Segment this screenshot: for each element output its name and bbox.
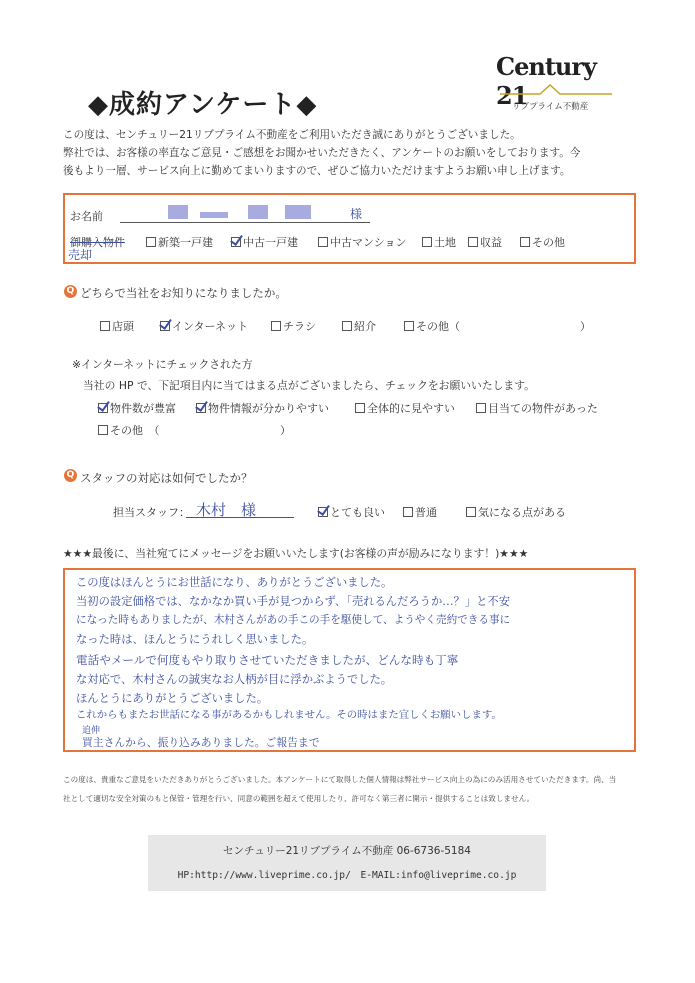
property-option[interactable]: その他 (520, 234, 565, 250)
hp-option[interactable]: 目当ての物件があった (476, 400, 598, 416)
checkbox[interactable] (403, 507, 413, 517)
source-option[interactable]: 紹介 (342, 318, 376, 334)
message-line: この度はほんとうにお世話になり、ありがとうございました。 (76, 576, 393, 589)
property-option[interactable]: 土地 (422, 234, 456, 250)
message-heading: ★★★最後に、当社宛てにメッセージをお願いいたします(お客様の声が励みになります！)★★★ (63, 547, 529, 560)
property-option[interactable]: 中古マンション (318, 234, 407, 250)
message-line: 追伸 (82, 726, 101, 736)
form-title: ◆成約アンケート◆ (88, 90, 318, 120)
source-option[interactable]: チラシ (271, 318, 316, 334)
name-suffix: 様 (350, 207, 363, 221)
name-field-line (120, 222, 370, 223)
logo-wordmark: Century 21 (496, 52, 596, 110)
checkbox[interactable] (100, 321, 110, 331)
message-line: になった時もありましたが、木村さんがあの手この手を駆使して、ようやく売約できる事に (76, 614, 511, 626)
logo-subtitle: リブプライム不動産 (512, 102, 589, 112)
checkbox[interactable] (271, 321, 281, 331)
close-paren: ） (280, 424, 291, 437)
checkbox[interactable] (476, 403, 486, 413)
checkbox[interactable] (422, 237, 432, 247)
century21-logo (496, 46, 616, 116)
question-badge: Q (64, 285, 77, 298)
intro-text (63, 126, 643, 180)
checkbox[interactable] (520, 237, 530, 247)
company-phone: センチュリー21リブプライム不動産 06-6736-5184 (223, 845, 471, 857)
logo-roof-icon (500, 82, 612, 96)
sale-note: 売却 (68, 248, 93, 262)
internet-desc: 当社の HP で、下記項目内に当てはまる点がございましたら、チェックをお願いいたします。 (83, 379, 535, 392)
name-label: お名前 (70, 210, 103, 223)
staff-name: 木村 様 (196, 501, 257, 519)
intro-line: この度は、センチュリー21リブプライム不動産をご利用いただき誠にありがとうございました。 (63, 129, 521, 141)
message-line: 当初の設定価格では、なかなか買い手が見つからず、「売れるんだろうか…？」と不安 (76, 595, 511, 608)
staff-label: 担当スタッフ： (113, 506, 190, 519)
hp-option[interactable]: 全体的に見やすい (355, 400, 455, 416)
checkbox[interactable] (468, 237, 478, 247)
message-line: なった時は、ほんとうにうれしく思いました。 (76, 633, 314, 646)
checkbox-checked[interactable] (98, 403, 108, 413)
staff-rating-option[interactable]: 普通 (403, 504, 437, 520)
web-email: HP:http://www.liveprime.co.jp/ E-MAIL:info@liveprime.co.jp (177, 870, 517, 881)
name-redaction (200, 212, 228, 218)
intro-line: 後もより一層、サービス向上に勤めてまいりますので、ぜひご協力いただけますようお願い申し上げます。 (63, 165, 571, 177)
checkbox-checked[interactable] (231, 237, 241, 247)
name-redaction (248, 205, 268, 219)
checkbox[interactable] (466, 507, 476, 517)
property-option[interactable]: 中古一戸建 (231, 234, 298, 250)
name-redaction (168, 205, 188, 219)
checkbox-checked[interactable] (160, 321, 170, 331)
intro-line: 弊社では、お客様の率直なご意見・ご感想をお聞かせいただきたく、アンケートのお願いをしております。今 (63, 147, 581, 159)
privacy-note (63, 770, 663, 808)
checkbox[interactable] (98, 425, 108, 435)
question-text: スタッフの対応は如何でしたか？ (80, 471, 253, 485)
question-text: どちらで当社をお知りになりましたか。 (80, 286, 287, 300)
staff-rating-option[interactable]: 気になる点がある (466, 504, 566, 520)
internet-heading: ※インターネットにチェックされた方 (72, 358, 253, 371)
hp-option[interactable]: 物件情報が分かりやすい (196, 400, 329, 416)
message-line: 買主さんから、振り込みありました。ご報告まで (82, 736, 320, 749)
source-option[interactable]: その他（ (404, 318, 460, 334)
checkbox[interactable] (342, 321, 352, 331)
purchase-label: 御購入物件 (70, 236, 125, 249)
source-option[interactable]: インターネット (160, 318, 248, 334)
close-paren: ） (580, 320, 591, 333)
message-line: 電話やメールで何度もやり取りさせていただきましたが、どんな時も丁寧 (76, 653, 459, 667)
staff-rating-option[interactable]: とても良い (318, 504, 385, 520)
message-line: ほんとうにありがとうございました。 (76, 692, 269, 705)
customer-info-box (63, 193, 636, 264)
hp-option[interactable]: 物件数が豊富 (98, 400, 176, 416)
checkbox-checked[interactable] (318, 507, 328, 517)
hp-option[interactable]: その他 （ (98, 422, 160, 438)
privacy-line: 社として適切な安全対策のもと保管・管理を行い、同意の範囲を超えて使用したり、許可なく第三者に開示・提供することは致しません。 (63, 794, 535, 803)
property-option[interactable]: 新築一戸建 (146, 234, 213, 250)
checkbox[interactable] (404, 321, 414, 331)
privacy-line: この度は、貴重なご意見をいただきありがとうございました。本アンケートにて取得した個人情報は弊社サービス向上の為にのみ活用させていただきます。尚、当 (63, 775, 617, 784)
checkbox-checked[interactable] (196, 403, 206, 413)
question-badge: Q (64, 469, 77, 482)
property-option[interactable]: 収益 (468, 234, 502, 250)
checkbox[interactable] (146, 237, 156, 247)
checkbox[interactable] (318, 237, 328, 247)
name-redaction (285, 205, 311, 219)
contact-box (148, 835, 546, 891)
message-line: な対応で、木村さんの誠実なお人柄が目に浮かぶようでした。 (76, 673, 393, 686)
source-option[interactable]: 店頭 (100, 318, 134, 334)
message-line: これからもまたお世話になる事があるかもしれません。その時はまた宜しくお願いします。 (76, 709, 502, 721)
checkbox[interactable] (355, 403, 365, 413)
